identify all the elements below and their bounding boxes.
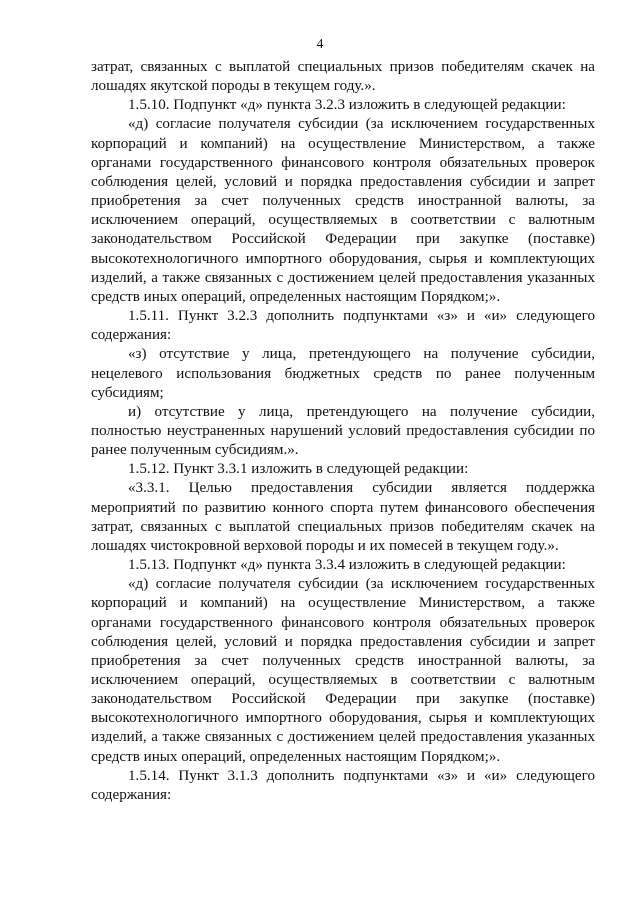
paragraph: «3.3.1. Целью предоставления субсидии является поддержка мероприятий по развитию конного спорта путем финансового обеспечения затрат, связанных с выплатой специальных призов победителям скачек на лошадях чистокровной верховой породы и их помесей в текущем году.».	[91, 480, 595, 554]
paragraph: «д) согласие получателя субсидии (за исключением государственных корпораций и компаний) на осуществление Министерством, а также органами государственного финансового контроля обязательных проверок соблюдения целей, условий и порядка предоставления субсидии и запрет приобретения за счет полученных средств иностранной валюты, за исключением операций, осуществляемых в соответствии с валютным законодательством Российской Федерации при закупке (поставке) высокотехнологичного импортного оборудования, сырья и комплектующих изделий, а также связанных с достижением целей предоставления указанных средств иных операций, определенных настоящим Порядком;».	[91, 576, 595, 765]
paragraph: 1.5.12. Пункт 3.3.1 изложить в следующей редакции:	[128, 461, 469, 478]
paragraph: «д) согласие получателя субсидии (за исключением государственных корпораций и компаний) на осуществление Министерством, а также органами государственного финансового контроля обязательных проверок соблюдения целей, условий и порядка предоставления субсидии и запрет приобретения за счет полученных средств иностранной валюты, за исключением операций, осуществляемых в соответствии с валютным законодательством Российской Федерации при закупке (поставке) высокотехнологичного импортного оборудования, сырья и комплектующих изделий, а также связанных с достижением целей предоставления указанных средств иных операций, определенных настоящим Порядком;».	[91, 116, 595, 305]
paragraph: и) отсутствие у лица, претендующего на получение субсидии, полностью неустраненных нарушений условий предоставления субсидии по ранее полученным субсидиям.».	[91, 403, 595, 459]
paragraph: затрат, связанных с выплатой специальных призов победителям скачек на лошадях якутской породы в текущем году.».	[91, 59, 595, 95]
paragraph: 1.5.14. Пункт 3.1.3 дополнить подпунктами «з» и «и» следующего содержания:	[91, 767, 595, 803]
page-number: 4	[316, 36, 324, 51]
document-body	[91, 58, 595, 805]
paragraph: 1.5.13. Подпункт «д» пункта 3.3.4 изложить в следующей редакции:	[128, 557, 566, 574]
paragraph: 1.5.10. Подпункт «д» пункта 3.2.3 изложить в следующей редакции:	[128, 97, 566, 114]
paragraph: «з) отсутствие у лица, претендующего на получение субсидии, нецелевого использования бюджетных средств по ранее полученным субсидиям;	[91, 346, 595, 401]
paragraph: 1.5.11. Пункт 3.2.3 дополнить подпунктами «з» и «и» следующего содержания:	[91, 308, 595, 344]
